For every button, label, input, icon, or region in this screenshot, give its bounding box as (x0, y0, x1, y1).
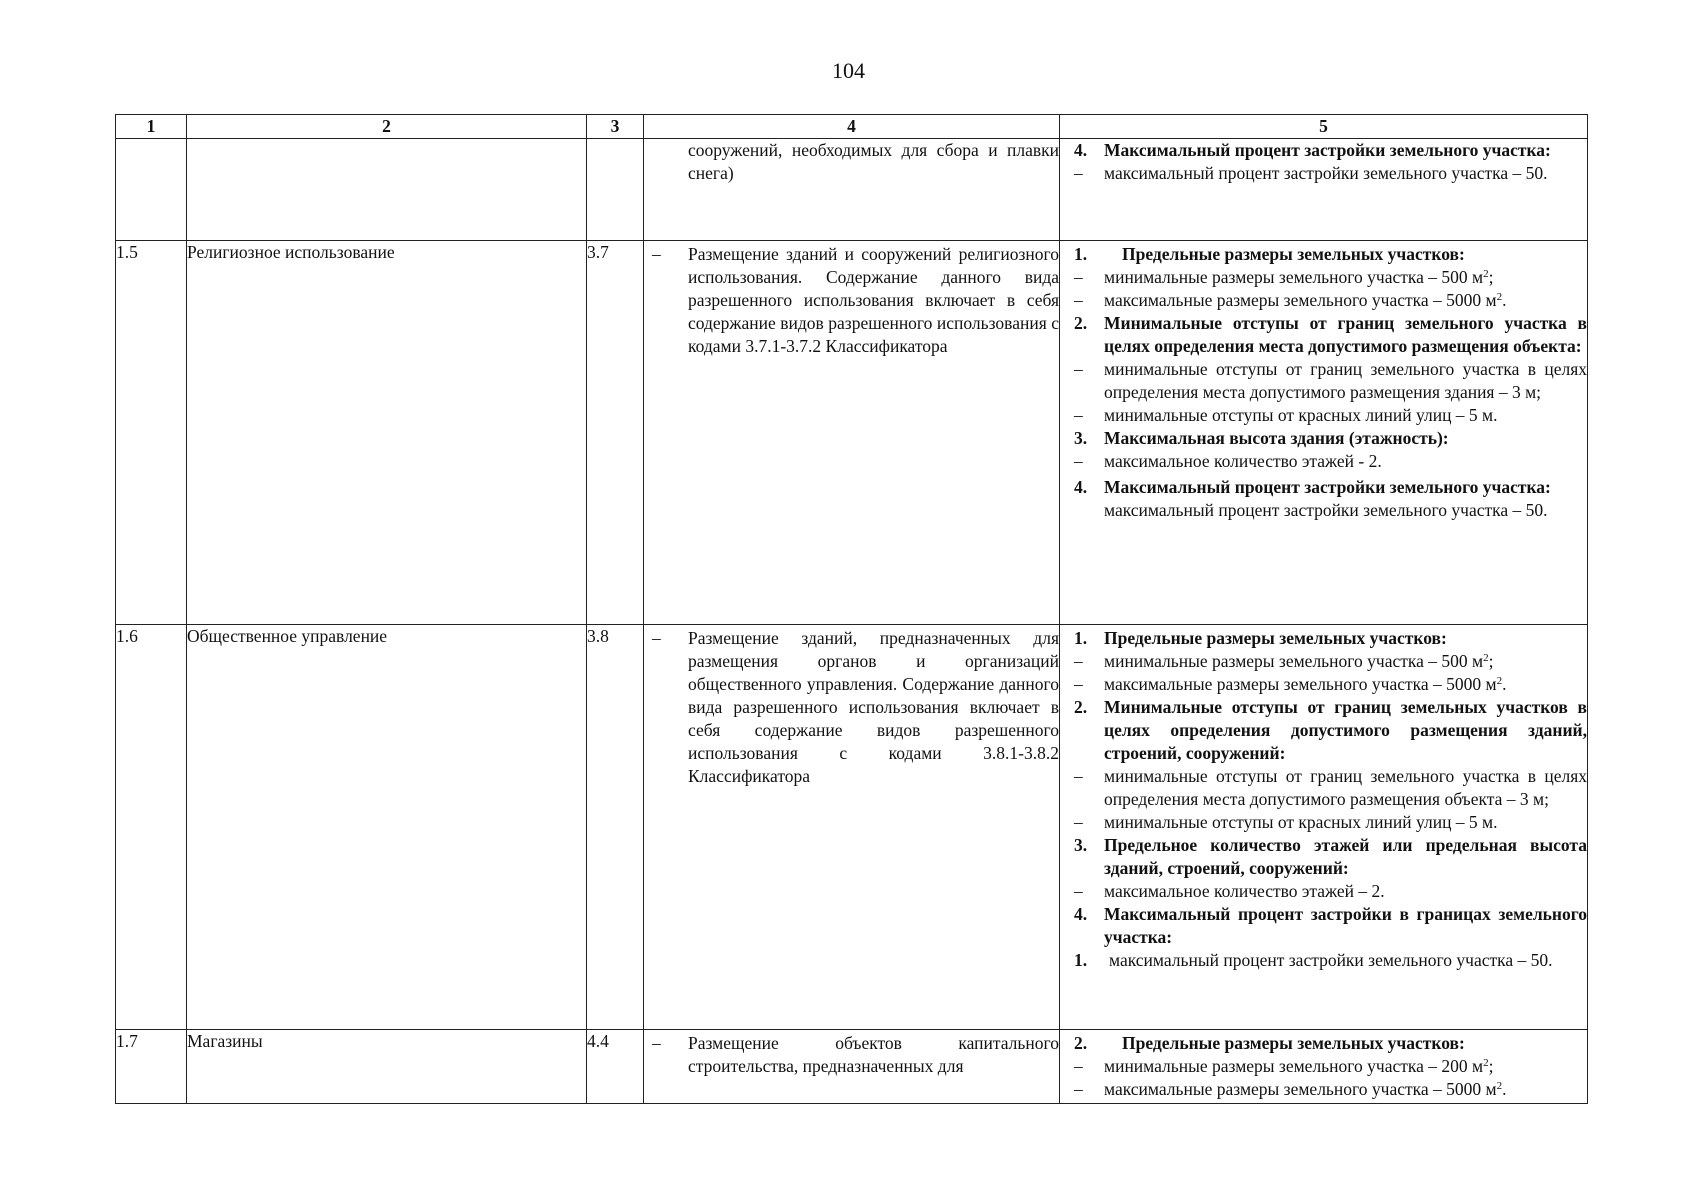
row-number-cell (116, 139, 187, 241)
dash-marker: – (652, 1033, 661, 1053)
parameters-cell (1060, 241, 1588, 625)
param-value: минимальные размеры земельного участка – 500 $м^2$; (1104, 267, 1494, 287)
dash-marker: – (1074, 163, 1083, 183)
dash-marker: – (1074, 451, 1083, 471)
parameters-cell (1060, 139, 1588, 241)
parameters-cell (1060, 1030, 1588, 1104)
param-value: минимальные отступы от границ земельного участка в целях определения места допустимого размещения здания – 3 м; (1104, 359, 1587, 402)
column-header-4: 4 (644, 115, 1060, 139)
param-number: 4. (1074, 904, 1088, 924)
param-number: 3. (1074, 835, 1088, 855)
param-value: 1. максимальный процент застройки земельного участка – 50. (1074, 950, 1553, 970)
dash-marker: – (1074, 881, 1083, 901)
param-title: Предельные размеры земельных участков: (1122, 1033, 1465, 1053)
column-header-1: 1 (116, 115, 187, 139)
param-value: максимальный процент застройки земельного участка – 50. (1104, 163, 1548, 183)
row-number-cell: 1.7 (116, 1030, 187, 1104)
code-cell: 4.4 (587, 1030, 644, 1104)
dash-marker: – (1074, 267, 1083, 287)
dash-marker: – (1074, 1056, 1083, 1076)
param-value: максимальный процент застройки земельного участка – 50. (1104, 500, 1548, 520)
description-text: Размещение зданий и сооружений религиозного использования. Содержание данного вида разрешенного использования включает в себя содержание видов разрешенного использования с кодами 3.7.1-3.7.2 Классификатора (688, 244, 1059, 356)
description-cell (644, 139, 1060, 241)
param-number: 2. (1074, 313, 1088, 333)
param-title: Предельные размеры земельных участков: (1104, 628, 1447, 648)
param-number: 2. (1074, 697, 1088, 717)
dash-marker: – (1074, 1079, 1083, 1099)
param-title: Максимальная высота здания (этажность): (1104, 428, 1449, 448)
param-value: минимальные размеры земельного участка – 200 $м^2$; (1104, 1056, 1494, 1076)
dash-marker: – (1074, 405, 1083, 425)
description-text: Размещение зданий, предназначенных для размещения органов и организаций общественного управления. Содержание данного вида разрешенного использования включает в себя содержание видов разрешенного использования с кодами 3.8.1-3.8.2 Классификатора (688, 628, 1059, 786)
dash-marker: – (1074, 290, 1083, 310)
param-title: Максимальный процент застройки в границах земельного участка: (1104, 904, 1587, 947)
param-value: минимальные отступы от границ земельного участка в целях определения места допустимого размещения объекта – 3 м; (1104, 766, 1587, 809)
param-value: минимальные отступы от красных линий улиц – 5 м. (1104, 405, 1498, 425)
dash-marker: – (652, 628, 661, 648)
description-text: Размещение объектов капитального строительства, предназначенных для (688, 1033, 1059, 1076)
column-header-5: 5 (1060, 115, 1588, 139)
dash-marker: – (1074, 812, 1083, 832)
column-header-3: 3 (587, 115, 644, 139)
code-cell: 3.8 (587, 625, 644, 1030)
table-row (116, 625, 1588, 1030)
param-value: максимальные размеры земельного участка – 5000 $м^2$. (1104, 674, 1507, 694)
param-number: 2. (1074, 1033, 1088, 1053)
table-row (116, 241, 1588, 625)
param-value: минимальные отступы от красных линий улиц – 5 м. (1104, 812, 1498, 832)
dash-marker: – (652, 244, 661, 264)
param-title: Минимальные отступы от границ земельного участка в целях определения места допустимого размещения объекта: (1104, 313, 1587, 356)
param-number: 1. (1074, 244, 1088, 264)
param-number: 4. (1074, 140, 1088, 160)
param-value: минимальные размеры земельного участка – 500 $м^2$; (1104, 651, 1494, 671)
param-value: максимальное количество этажей – 2. (1104, 881, 1385, 901)
description-cell (644, 241, 1060, 625)
use-name-cell (187, 139, 587, 241)
param-value: максимальное количество этажей - 2. (1104, 451, 1382, 471)
page-number: 104 (832, 58, 865, 83)
description-cell (644, 625, 1060, 1030)
description-text: сооружений, необходимых для сбора и плавки снега) (688, 140, 1059, 183)
param-number: 1. (1074, 628, 1088, 648)
land-use-table (115, 114, 1588, 1104)
column-header-2: 2 (187, 115, 587, 139)
code-cell (587, 139, 644, 241)
description-cell (644, 1030, 1060, 1104)
param-number: 3. (1074, 428, 1088, 448)
param-title: Предельные размеры земельных участков: (1122, 244, 1465, 264)
param-title: Минимальные отступы от границ земельных участков в целях определения допустимого размещения зданий, строений, сооружений: (1104, 697, 1587, 763)
row-number-cell: 1.5 (116, 241, 187, 625)
param-value: максимальные размеры земельного участка – 5000 $м^2$. (1104, 290, 1507, 310)
dash-marker: – (1074, 674, 1083, 694)
table-row (116, 139, 1588, 241)
dash-marker: – (1074, 651, 1083, 671)
use-name-cell: Магазины (187, 1030, 587, 1104)
param-value: максимальные размеры земельного участка – 5000 $м^2$. (1104, 1079, 1507, 1099)
table-header-row (116, 115, 1588, 139)
code-cell: 3.7 (587, 241, 644, 625)
dash-marker: – (1074, 359, 1083, 379)
param-title: Предельное количество этажей или предельная высота зданий, строений, сооружений: (1104, 835, 1587, 878)
use-name-cell: Общественное управление (187, 625, 587, 1030)
use-name-cell: Религиозное использование (187, 241, 587, 625)
param-number: 4. (1074, 477, 1088, 497)
param-title: Максимальный процент застройки земельного участка: (1104, 140, 1551, 160)
row-number-cell: 1.6 (116, 625, 187, 1030)
param-title: Максимальный процент застройки земельного участка: (1104, 477, 1551, 497)
dash-marker: – (1074, 766, 1083, 786)
parameters-cell (1060, 625, 1588, 1030)
table-row (116, 1030, 1588, 1104)
